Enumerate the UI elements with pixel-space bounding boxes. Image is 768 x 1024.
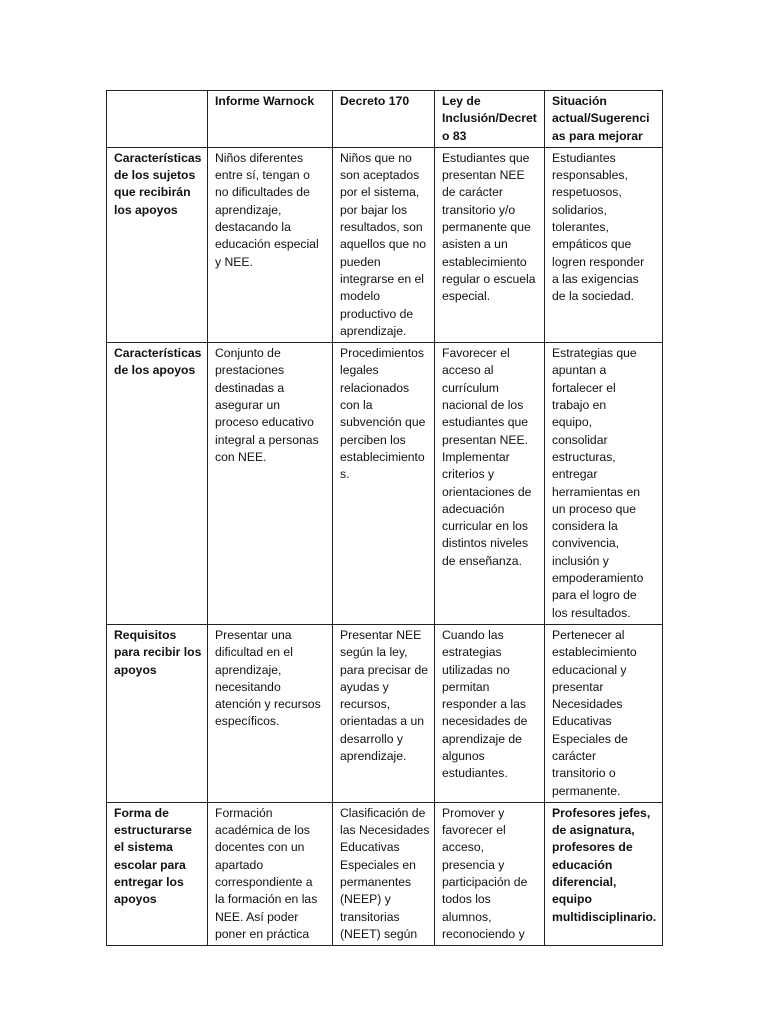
table-header-row — [107, 91, 663, 148]
table-cell: Estudiantes que presentan NEE de carácter transitorio y/o permanente que asisten a un establecimiento regular o escuela especial. — [435, 147, 545, 342]
row-header-cell: Características de los apoyos — [107, 343, 208, 625]
comparison-table — [106, 90, 663, 946]
table-cell: Presentar una dificultad en el aprendizaje, necesitando atención y recursos específicos. — [208, 624, 333, 802]
table-cell: Promover y favorecer el acceso, presencia y participación de todos los alumnos, reconociendo y — [435, 802, 545, 945]
table-cell: Pertenecer al establecimiento educacional y presentar Necesidades Educativas Especiales de carácter transitorio o permanente. — [545, 624, 663, 802]
header-cell-decreto-170: Decreto 170 — [333, 91, 435, 148]
table-row — [107, 624, 663, 802]
header-cell-informe-warnock: Informe Warnock — [208, 91, 333, 148]
table-cell: Presentar NEE según la ley, para precisar de ayudas y recursos, orientadas a un desarrollo y aprendizaje. — [333, 624, 435, 802]
table-cell: Clasificación de las Necesidades Educativas Especiales en permanentes (NEEP) y transitorias (NEET) según — [333, 802, 435, 945]
row-header-cell: Requisitos para recibir los apoyos — [107, 624, 208, 802]
header-cell-ley-inclusion: Ley de Inclusión/Decret o 83 — [435, 91, 545, 148]
table-cell: Formación académica de los docentes con un apartado correspondiente a la formación en las NEE. Así poder poner en práctica — [208, 802, 333, 945]
header-cell-situacion-actual: Situación actual/Sugerenci as para mejorar — [545, 91, 663, 148]
table-cell: Cuando las estrategias utilizadas no permitan responder a las necesidades de aprendizaje de algunos estudiantes. — [435, 624, 545, 802]
row-header-cell: Forma de estructurarse el sistema escolar para entregar los apoyos — [107, 802, 208, 945]
table-row — [107, 147, 663, 342]
table-cell: Favorecer el acceso al currículum nacional de los estudiantes que presentan NEE. Implementar criterios y orientaciones de adecuación curricular en los distintos niveles de enseñanza. — [435, 343, 545, 625]
table-cell: Estudiantes responsables, respetuosos, solidarios, tolerantes, empáticos que logren responder a las exigencias de la sociedad. — [545, 147, 663, 342]
row-header-cell: Características de los sujetos que recibirán los apoyos — [107, 147, 208, 342]
header-cell-empty — [107, 91, 208, 148]
table-cell: Estrategias que apuntan a fortalecer el trabajo en equipo, consolidar estructuras, entregar herramientas en un proceso que considera la convivencia, inclusión y empoderamiento para el logro de los resultados. — [545, 343, 663, 625]
table-row — [107, 343, 663, 625]
table-cell: Profesores jefes, de asignatura, profesores de educación diferencial, equipo multidisciplinario. — [545, 802, 663, 945]
table-cell: Conjunto de prestaciones destinadas a asegurar un proceso educativo integral a personas con NEE. — [208, 343, 333, 625]
table-cell: Procedimientos legales relacionados con la subvención que perciben los establecimiento s. — [333, 343, 435, 625]
table-cell: Niños diferentes entre sí, tengan o no dificultades de aprendizaje, destacando la educación especial y NEE. — [208, 147, 333, 342]
table-cell: Niños que no son aceptados por el sistema, por bajar los resultados, son aquellos que no pueden integrarse en el modelo productivo de aprendizaje. — [333, 147, 435, 342]
table-row — [107, 802, 663, 945]
